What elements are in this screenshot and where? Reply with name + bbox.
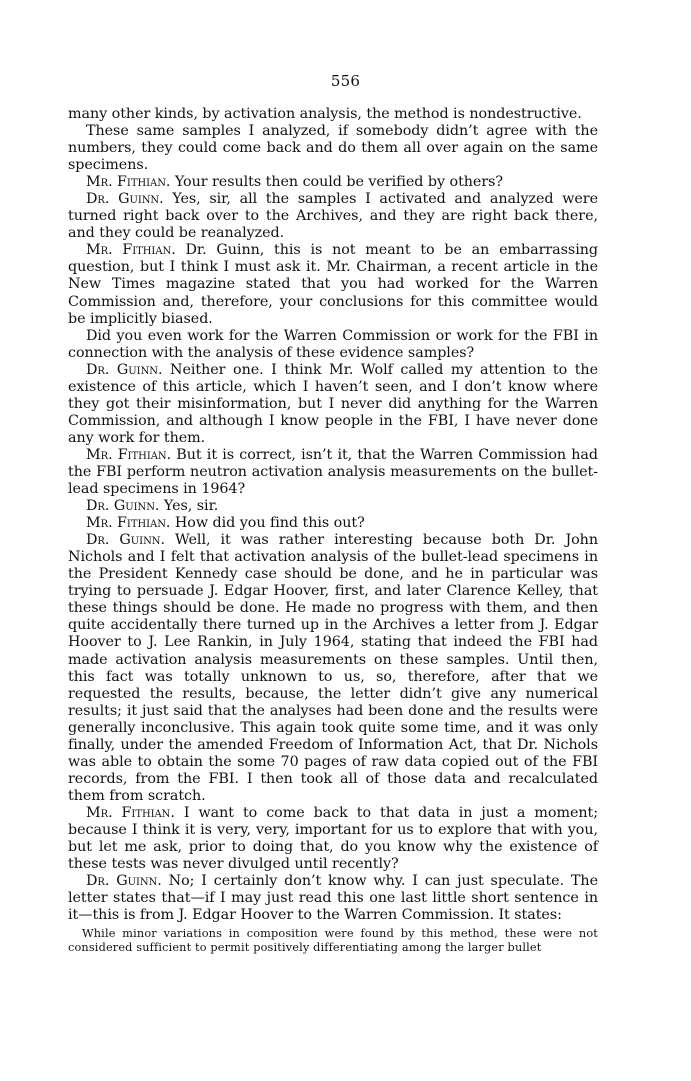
paragraph (68, 123, 598, 174)
paragraph (68, 873, 598, 924)
block-quote: While minor variations in composition were found by this method, these were not considered sufficient to permit positively differentiating among the larger bullet (68, 927, 598, 954)
paragraph-text: I want to come back to that data in just a moment; because I think it is very, very, important for us to explore that with you, but let me ask, prior to doing that, do you know why the existence of these tests was never divulged until recently? (68, 804, 598, 873)
paragraph-text: Dr. Guinn, this is not meant to be an embarrassing question, but I think I must ask it. Mr. Chairman, a recent article in the New Times magazine stated that you had worked for the Warren Commission and, therefore, your conclusions for this committee would be implicitly biased. (68, 242, 598, 327)
speaker-label: Mr. Fithian. (86, 804, 175, 821)
speaker-label: Mr. Fithian. (86, 446, 172, 463)
paragraph-text: How did you find this out? (170, 515, 365, 532)
paragraph (68, 805, 598, 873)
paragraph-text: Well, it was rather interesting because both Dr. John Nichols and I felt that activation analysis of the bullet-lead specimens in the President Kennedy case should be done, and he in particular was trying to persuade J. Edgar Hoover, first, and later Clarence Kelley, that these things should be done. He made no progress with them, and then quite accidentally there turned up in the Archives a letter from J. Edgar Hoover to J. Lee Rankin, in July 1964, stating that indeed the FBI had made activation analysis measurements on these samples. Until then, this fact was totally unknown to us, so, therefore, after that we requested the results, because, the letter didn’t give any numerical results; it just said that the analyses had been done and the results were generally inconclusive. This again took quite some time, and it was only finally, under the amended Freedom of Information Act, that Dr. Nichols was able to obtain the some 70 pages of raw data copied out of the FBI records, from the FBI. I then took all of those data and recalculated them from scratch. (68, 532, 598, 804)
paragraph (68, 498, 598, 515)
speaker-label: Dr. Guinn. (86, 873, 162, 890)
paragraph-text: many other kinds, by activation analysis, the method is nondestructive. (68, 106, 582, 122)
paragraph (68, 532, 598, 805)
paragraph (68, 328, 598, 362)
paragraph-text: No; I certainly don’t know why. I can just speculate. The letter states that—if I may just read this one last little short sentence in it—this is from J. Edgar Hoover to the Warren Commission. It states: (68, 873, 598, 924)
paragraph-text: Yes, sir. (159, 498, 219, 515)
paragraph (68, 242, 598, 327)
body-text (68, 106, 598, 954)
speaker-label: Dr. Guinn. (86, 191, 164, 208)
paragraph (68, 191, 598, 242)
paragraph-text: Yes, sir, all the samples I activated and analyzed were turned right back over to the Archives, and they are right back there, and they could be reanalyzed. (68, 191, 598, 242)
speaker-label: Mr. Fithian. (86, 174, 171, 191)
paragraph (68, 447, 598, 498)
speaker-label: Mr. Fithian. (86, 515, 171, 532)
speaker-label: Dr. Guinn. (86, 361, 163, 378)
paragraph-text: Neither one. I think Mr. Wolf called my attention to the existence of this article, which I haven’t seen, and I don’t know where they got their misinformation, but I never did anything for the Warren Commission, and although I know people in the FBI, I have never done any work for them. (68, 361, 598, 446)
paragraph-text: Your results then could be verified by others? (170, 174, 504, 191)
speaker-label: Dr. Guinn. (86, 498, 160, 515)
paragraph-text: These same samples I analyzed, if somebody didn’t agree with the numbers, they could come back and do them all over again on the same specimens. (68, 123, 598, 174)
paragraph-text: But it is correct, isn’t it, that the Warren Commission had the FBI perform neutron activation analysis measurements on the bullet-lead specimens in 1964? (68, 446, 598, 498)
paragraph (68, 362, 598, 447)
paragraph-text: Did you even work for the Warren Commission or work for the FBI in connection with the analysis of these evidence samples? (68, 327, 598, 361)
paragraph (68, 106, 598, 123)
speaker-label: Mr. Fithian. (86, 242, 176, 259)
speaker-label: Dr. Guinn. (86, 532, 165, 549)
paragraph (68, 174, 598, 191)
page-number: 556 (330, 72, 361, 90)
paragraph (68, 515, 598, 532)
